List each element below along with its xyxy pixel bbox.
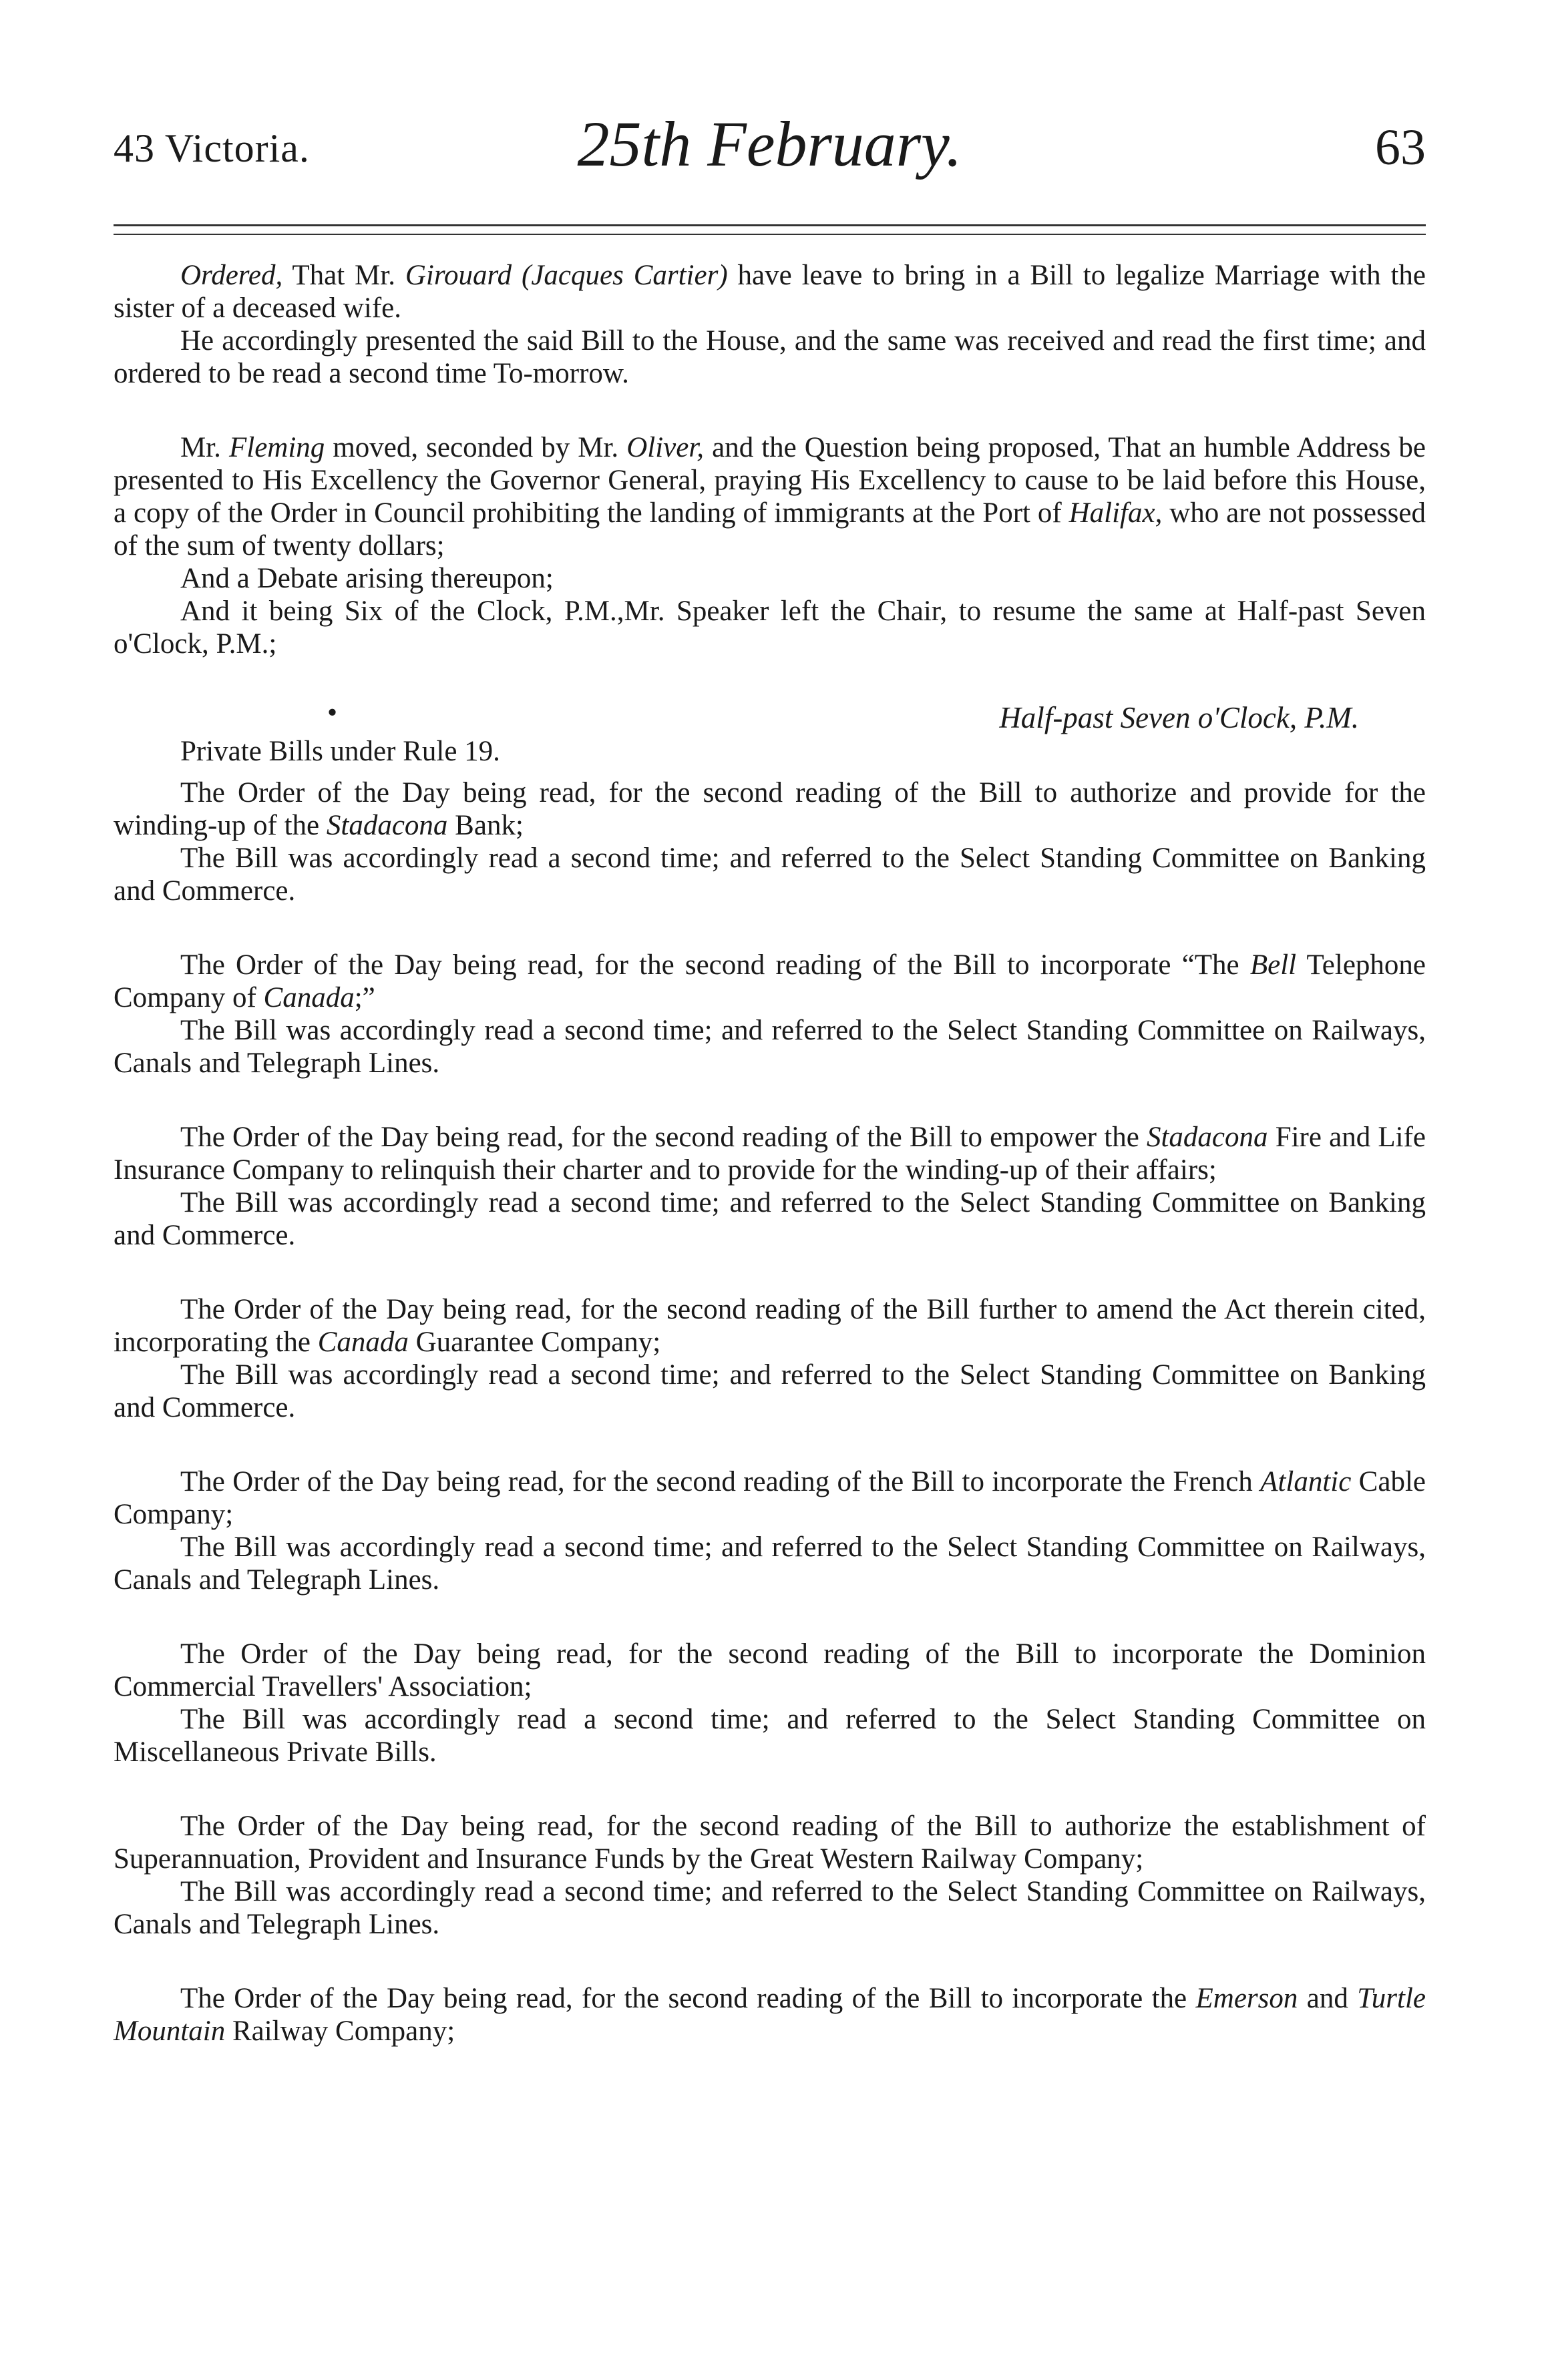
text-run: The Bill was accordingly read a second time; and referred to the Select Standing Committee on Railways, Canals and Telegraph Lines.	[114, 1876, 1426, 1940]
text-run: Mr.	[180, 432, 229, 463]
text-run: and the Question being proposed, That an humble Address be presented to His Excellency the Governor General, praying His Excellency to cause to be laid before this House, a copy of the Order in Council prohibiting the landing of immigrants at the Port of	[114, 432, 1426, 529]
paragraph-line	[114, 431, 1426, 562]
italic-text: Emerson	[1195, 1983, 1298, 2014]
italic-text: Ordered,	[180, 260, 283, 291]
italic-text: Turtle Mountain	[114, 1983, 1426, 2047]
page-header	[114, 107, 1426, 187]
paragraph-line	[114, 776, 1426, 842]
text-run: The Order of the Day being read, for the second reading of the Bill to empower the	[180, 1122, 1147, 1153]
italic-text: Bell	[1249, 949, 1297, 981]
text-run: The Order of the Day being read, for the second reading of the Bill to incorporate “The	[180, 949, 1250, 981]
italic-text: Atlantic	[1260, 1466, 1352, 1497]
paragraph-line	[114, 949, 1426, 1014]
header-rule-thin	[114, 234, 1426, 235]
text-run: The Bill was accordingly read a second time; and referred to the Select Standing Committee on Railways, Canals and Telegraph Lines.	[114, 1531, 1426, 1596]
order-of-day-entry	[114, 776, 1426, 907]
italic-text: Stadacona	[1146, 1122, 1268, 1153]
text-run: And a Debate arising thereupon;	[180, 563, 554, 594]
text-run: And it being Six of the Clock, P.M.,Mr. Speaker left the Chair, to resume the same at Half-past Seven o'Clock, P.M.;	[114, 596, 1426, 660]
text-run: He accordingly presented the said Bill to the House, and the same was received and read the first time; and ordered to be read a second time To-morrow.	[114, 325, 1426, 389]
italic-text: Halifax,	[1068, 497, 1163, 529]
paragraph-line	[114, 1703, 1426, 1768]
text-run: The Order of the Day being read, for the second reading of the Bill to incorporate the French	[180, 1466, 1261, 1497]
paragraph-line	[114, 1810, 1426, 1875]
order-of-day-entry	[114, 1638, 1426, 1768]
text-run: Guarantee Company;	[408, 1327, 661, 1358]
paragraph-line	[114, 1014, 1426, 1080]
paragraph-line	[114, 1186, 1426, 1252]
text-run: The Order of the Day being read, for the second reading of the Bill to incorporate the	[180, 1983, 1196, 2014]
time-heading-row	[114, 697, 1426, 768]
order-of-day-entry	[114, 949, 1426, 1080]
order-of-day-entry	[114, 1121, 1426, 1252]
regnal-year: 43 Victoria.	[114, 126, 310, 170]
text-run: The Bill was accordingly read a second time; and referred to the Select Standing Committee on Railways, Canals and Telegraph Lines.	[114, 1015, 1426, 1079]
italic-text: Canada	[263, 982, 355, 1013]
header-rule	[114, 224, 1426, 226]
order-of-day-entry	[114, 1810, 1426, 1941]
bullet-mark: •	[327, 697, 338, 728]
text-run: Telephone Company of	[114, 949, 1426, 1013]
text-run: who are not possessed of the sum of twenty dollars;	[114, 497, 1426, 561]
text-run: Fire and Life Insurance Company to relinquish their charter and to provide for the winding-up of their affairs;	[114, 1122, 1426, 1186]
order-of-day-entry	[114, 1982, 1426, 2048]
paragraph-line	[114, 1465, 1426, 1531]
text-run: ;”	[354, 982, 375, 1013]
page-date-heading: 25th February.	[577, 108, 962, 180]
time-heading: Half-past Seven o'Clock, P.M.	[999, 701, 1359, 734]
paragraph-line	[114, 1121, 1426, 1186]
page-number: 63	[1375, 120, 1426, 176]
text-run: The Bill was accordingly read a second time; and referred to the Select Standing Committee on Banking and Commerce.	[114, 1359, 1426, 1423]
text-run: The Order of the Day being read, for the second reading of the Bill further to amend the Act therein cited, incorporating the	[114, 1294, 1426, 1358]
paragraph-line	[114, 1875, 1426, 1941]
paragraph-line	[114, 842, 1426, 907]
text-run: The Order of the Day being read, for the second reading of the Bill to authorize and provide for the winding-up of the	[114, 777, 1426, 841]
italic-text: Oliver,	[626, 432, 705, 463]
paragraph-line	[114, 1638, 1426, 1703]
paragraph-line	[114, 1531, 1426, 1596]
text-run: The Order of the Day being read, for the second reading of the Bill to authorize the establishment of Superannuation, Provident and Insurance Funds by the Great Western Railway Company;	[114, 1811, 1426, 1875]
paragraph-line	[114, 1359, 1426, 1424]
text-run: The Order of the Day being read, for the second reading of the Bill to incorporate the Dominion Commercial Travellers' Association;	[114, 1638, 1426, 1702]
proceeding-paragraph	[114, 431, 1426, 660]
text-run: The Bill was accordingly read a second time; and referred to the Select Standing Committee on Banking and Commerce.	[114, 1187, 1426, 1251]
order-of-day-entry	[114, 1465, 1426, 1596]
proceeding-paragraph	[114, 259, 1426, 390]
text-run: and	[1298, 1983, 1358, 2014]
text-run: The Bill was accordingly read a second time; and referred to the Select Standing Committee on Miscellaneous Private Bills.	[114, 1704, 1426, 1768]
paragraph-line	[114, 1293, 1426, 1359]
rule-note: Private Bills under Rule 19.	[180, 736, 500, 767]
text-run: That Mr.	[282, 260, 405, 291]
orders-of-the-day	[114, 776, 1426, 2048]
italic-text: Fleming	[228, 432, 325, 463]
paragraph-line	[114, 562, 1426, 595]
text-run: Cable Company;	[114, 1466, 1426, 1530]
italic-text: Canada	[317, 1327, 409, 1358]
text-run: Railway Company;	[225, 2015, 455, 2047]
text-run: have leave to bring in a Bill to legalize Marriage with the sister of a deceased wife.	[114, 260, 1426, 324]
paragraph-line	[114, 259, 1426, 324]
italic-text: Girouard (Jacques Cartier)	[405, 260, 728, 291]
paragraph-line	[114, 324, 1426, 390]
italic-text: Stadacona	[326, 810, 448, 841]
text-run: Bank;	[447, 810, 524, 841]
intro-paragraphs	[114, 259, 1426, 702]
order-of-day-entry	[114, 1293, 1426, 1424]
journal-body	[114, 259, 1426, 2048]
text-run: moved, seconded by Mr.	[325, 432, 627, 463]
paragraph-line	[114, 595, 1426, 660]
text-run: The Bill was accordingly read a second time; and referred to the Select Standing Committee on Banking and Commerce.	[114, 843, 1426, 907]
paragraph-line	[114, 1982, 1426, 2048]
